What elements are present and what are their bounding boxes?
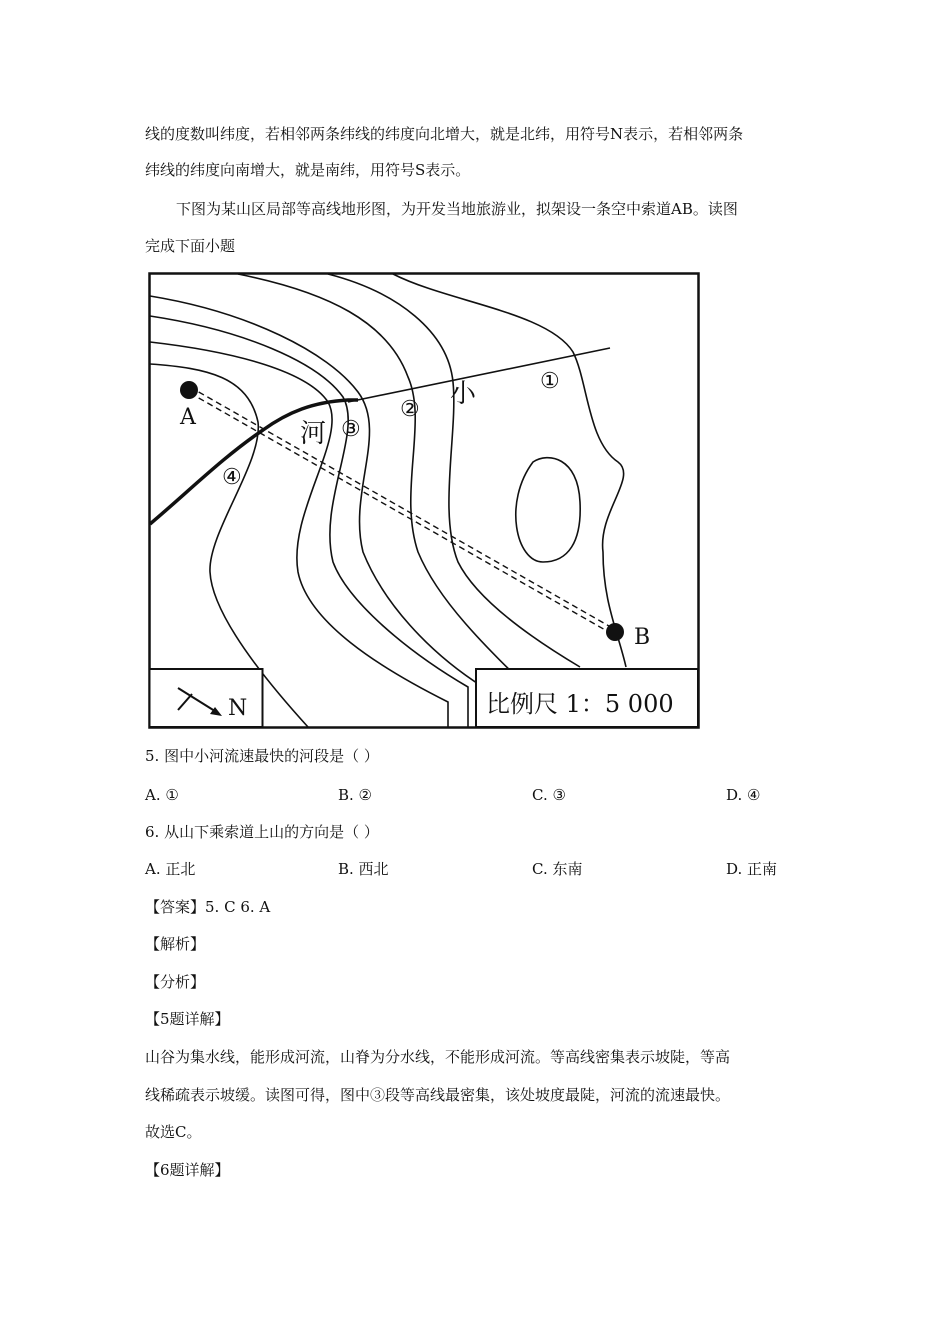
point-b-dot (606, 623, 624, 641)
q5-option-a: A. ① (145, 786, 179, 804)
q5-detail-line-1: 山谷为集水线，能形成河流，山脊为分水线，不能形成河流。等高线密集表示坡陡，等高 (145, 1048, 731, 1066)
intro-line-4: 完成下面小题 (145, 237, 236, 255)
intro-line-2: 纬线的纬度向南增大，就是南纬，用符号S表示。 (145, 161, 471, 179)
q6-stem: 6. 从山下乘索道上山的方向是（ ） (145, 823, 379, 841)
q5-detail-heading: 【5题详解】 (145, 1010, 230, 1028)
contour-map (148, 272, 702, 732)
answer-line: 【答案】5. C 6. A (145, 898, 271, 916)
q5-detail-line-3: 故选C。 (145, 1123, 202, 1141)
segment-4-label: ④ (222, 465, 242, 490)
q6-detail-heading: 【6题详解】 (145, 1161, 230, 1179)
q5-option-d: D. ④ (726, 786, 761, 804)
q5-detail-line-2: 线稀疏表示坡缓。读图可得，图中③段等高线最密集，该处坡度最陡，河流的流速最快。 (145, 1086, 731, 1104)
segment-1-label: ① (540, 369, 560, 394)
river-label-small: 小 (450, 379, 477, 409)
analysis-heading: 【解析】 (145, 935, 206, 953)
q5-option-c: C. ③ (532, 786, 566, 804)
segment-2-label: ② (400, 397, 420, 422)
scale-label: 比例尺 1：5 000 (486, 690, 674, 718)
segment-3-label: ③ (341, 417, 361, 442)
q6-option-d: D. 正南 (726, 860, 778, 878)
q6-option-a: A. 正北 (145, 860, 196, 878)
river-label-river: 河 (300, 419, 327, 449)
point-a-dot (180, 381, 198, 399)
point-a-label: A (180, 405, 196, 430)
fenxi-heading: 【分析】 (145, 973, 206, 991)
q5-option-b: B. ② (338, 786, 373, 804)
north-label: N (228, 696, 248, 721)
q6-option-b: B. 西北 (338, 860, 389, 878)
q5-stem: 5. 图中小河流速最快的河段是（ ） (145, 747, 379, 765)
point-b-label: B (634, 625, 651, 650)
q6-option-c: C. 东南 (532, 860, 583, 878)
intro-line-3: 下图为某山区局部等高线地形图，为开发当地旅游业，拟架设一条空中索道AB。读图 (176, 200, 738, 218)
intro-line-1: 线的度数叫纬度，若相邻两条纬线的纬度向北增大，就是北纬，用符号N表示，若相邻两条 (145, 125, 744, 143)
